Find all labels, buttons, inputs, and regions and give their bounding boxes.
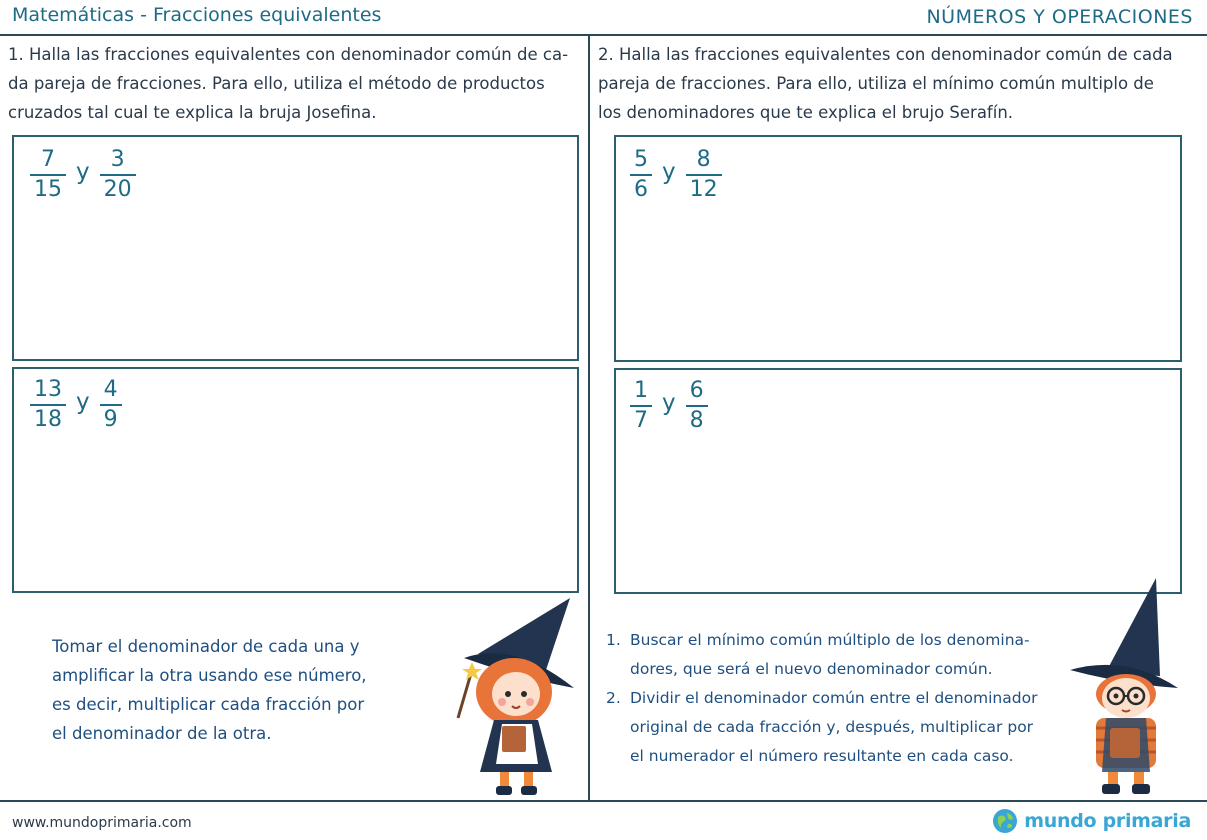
numerator: 8 xyxy=(696,147,711,172)
fraction xyxy=(630,147,652,203)
step-line: el numerador el número resultante en cada caso. xyxy=(630,747,1014,765)
answer-box-1b[interactable] xyxy=(12,367,579,593)
fraction-bar xyxy=(100,404,122,406)
exercise2-steps xyxy=(606,626,1066,771)
numerator: 3 xyxy=(110,147,125,172)
witch-josefina-illustration xyxy=(444,596,579,798)
column-divider xyxy=(588,34,590,800)
denominator: 15 xyxy=(34,177,62,202)
instruction-line: 1. Halla las fracciones equivalentes con denominador común de ca- xyxy=(8,45,569,64)
step-item xyxy=(606,626,1066,684)
answer-box-2b[interactable] xyxy=(614,368,1182,594)
tip-line: es decir, multiplicar cada fracción por xyxy=(52,695,365,714)
step-number: 1. xyxy=(606,631,621,649)
fraction-pair xyxy=(30,147,136,203)
answer-box-1a[interactable] xyxy=(12,135,579,361)
denominator: 8 xyxy=(689,408,704,433)
instruction-line: los denominadores que te explica el brujo Serafín. xyxy=(598,103,1014,122)
numerator: 6 xyxy=(689,378,704,403)
instruction-line: pareja de fracciones. Para ello, utiliza el mínimo común multiplo de xyxy=(598,74,1154,93)
header-divider xyxy=(0,34,1207,36)
fraction xyxy=(686,147,722,203)
numerator: 4 xyxy=(103,377,118,402)
numerator: 13 xyxy=(34,377,62,402)
tip-line: Tomar el denominador de cada una y xyxy=(52,637,360,656)
fraction xyxy=(30,377,66,433)
fraction-bar xyxy=(30,404,66,406)
fraction-bar xyxy=(686,174,722,176)
fraction-bar xyxy=(100,174,136,176)
section-title: NÚMEROS Y OPERACIONES xyxy=(926,6,1193,28)
denominator: 7 xyxy=(634,408,648,433)
step-line: Buscar el mínimo común múltiplo de los denomina- xyxy=(630,631,1030,649)
step-item xyxy=(606,684,1066,771)
instruction-line: 2. Halla las fracciones equivalentes con denominador común de cada xyxy=(598,45,1173,64)
conjunction: y xyxy=(662,390,676,416)
conjunction: y xyxy=(662,159,676,185)
fraction-pair xyxy=(630,378,708,434)
answer-box-2a[interactable] xyxy=(614,135,1182,362)
footer-url[interactable]: www.mundoprimaria.com xyxy=(12,815,192,831)
fraction xyxy=(100,147,136,203)
fraction xyxy=(100,377,122,433)
exercise1-instruction xyxy=(8,40,583,127)
tip-line: el denominador de la otra. xyxy=(52,724,272,743)
footer-divider xyxy=(0,800,1207,802)
exercise1-tip xyxy=(52,632,422,748)
fraction-bar xyxy=(630,174,652,176)
logo-text: mundo primaria xyxy=(1024,810,1191,832)
conjunction: y xyxy=(76,389,90,415)
fraction-bar xyxy=(630,405,652,407)
denominator: 20 xyxy=(103,177,132,202)
brand-logo[interactable] xyxy=(992,808,1191,834)
fraction-pair xyxy=(30,377,122,433)
denominator: 6 xyxy=(634,177,648,202)
globe-icon xyxy=(992,808,1018,834)
fraction-pair xyxy=(630,147,722,203)
step-line: original de cada fracción y, después, multiplicar por xyxy=(630,718,1034,736)
instruction-line: cruzados tal cual te explica la bruja Josefina. xyxy=(8,103,377,122)
exercise2-instruction xyxy=(598,40,1198,127)
numerator: 1 xyxy=(634,378,648,403)
fraction-bar xyxy=(30,174,66,176)
wizard-serafin-illustration xyxy=(1066,576,1184,798)
denominator: 18 xyxy=(34,407,62,432)
page-title: Matemáticas - Fracciones equivalentes xyxy=(12,4,382,26)
fraction xyxy=(30,147,66,203)
fraction xyxy=(630,378,652,434)
numerator: 7 xyxy=(41,147,55,172)
denominator: 9 xyxy=(103,407,118,432)
fraction-bar xyxy=(686,405,708,407)
tip-line: amplificar la otra usando ese número, xyxy=(52,666,367,685)
instruction-line: da pareja de fracciones. Para ello, utiliza el método de productos xyxy=(8,74,545,93)
step-line: dores, que será el nuevo denominador común. xyxy=(630,660,993,678)
step-number: 2. xyxy=(606,689,621,707)
conjunction: y xyxy=(76,159,90,185)
numerator: 5 xyxy=(634,147,648,172)
step-line: Dividir el denominador común entre el denominador xyxy=(630,689,1038,707)
denominator: 12 xyxy=(689,177,718,202)
fraction xyxy=(686,378,708,434)
